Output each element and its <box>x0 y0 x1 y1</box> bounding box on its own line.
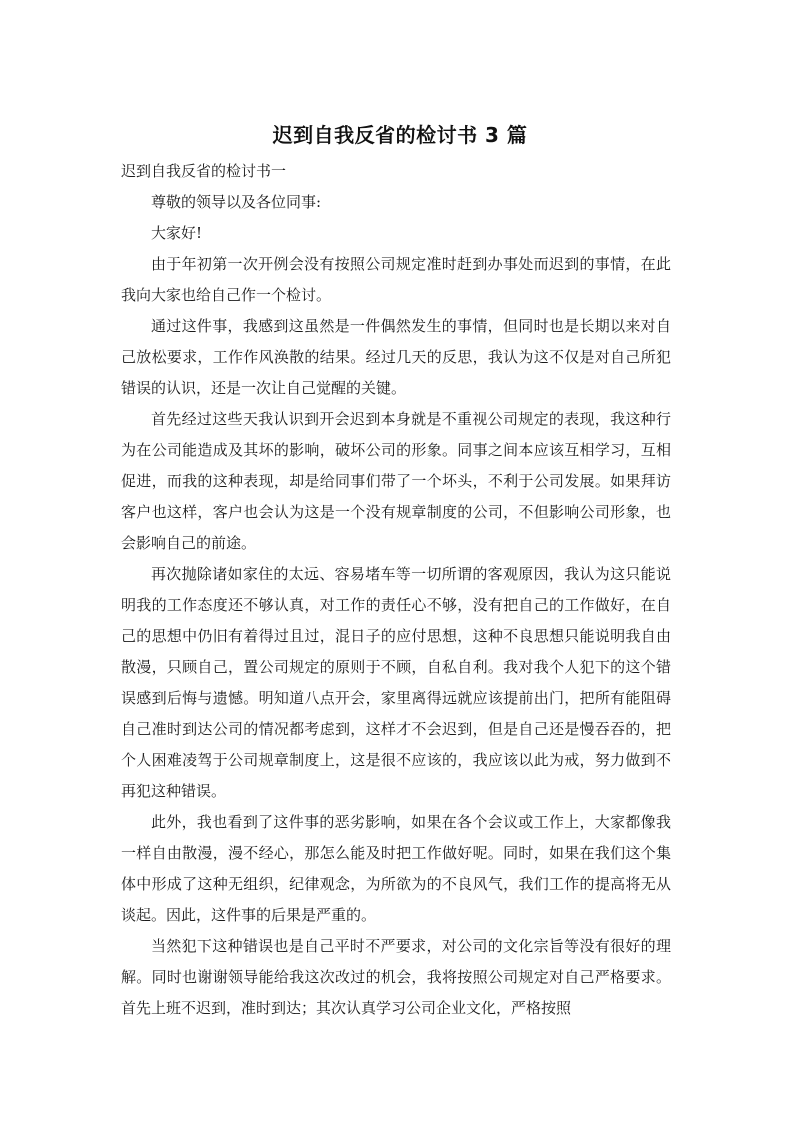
document-title: 迟到自我反省的检讨书 3 篇 <box>272 123 528 147</box>
body-paragraph: 通过这件事，我感到这虽然是一件偶然发生的事情，但同时也是长期以来对自己放松要求，工作作风涣散的结果。经过几天的反思，我认为这不仅是对自己所犯错误的认识，还是一次让自己觉醒的关键。 <box>121 317 671 397</box>
body-paragraph: 由于年初第一次开例会没有按照公司规定准时赶到办事处而迟到的事情，在此我向大家也给自己作一个检讨。 <box>121 255 671 304</box>
body-paragraph: 此外，我也看到了这件事的恶劣影响，如果在各个会议或工作上，大家都像我一样自由散漫，漫不经心，那怎么能及时把工作做好呢。同时，如果在我们这个集体中形成了这种无组织，纪律观念，为所欲为的不良风气，我们工作的提高将无从谈起。因此，这件事的后果是严重的。 <box>121 813 671 924</box>
body-paragraph: 首先经过这些天我认识到开会迟到本身就是不重视公司规定的表现，我这种行为在公司能造成及其坏的影响，破坏公司的形象。同事之间本应该互相学习，互相促进，而我的这种表现，却是给同事们带了一个坏头，不利于公司发展。如果拜访客户也这样，客户也会认为这是一个没有规章制度的公司，不但影响公司形象，也会影响自己的前途。 <box>121 410 671 552</box>
body-paragraph: 当然犯下这种错误也是自己平时不严要求，对公司的文化宗旨等没有很好的理解。同时也谢谢领导能给我这次改过的机会，我将按照公司规定对自己严格要求。首先上班不迟到，准时到达；其次认真学习公司企业文化，严格按照 <box>121 937 671 1017</box>
section-heading: 迟到自我反省的检讨书一 <box>121 162 287 180</box>
salutation: 尊敬的领导以及各位同事: <box>151 193 322 211</box>
greeting: 大家好! <box>151 224 203 242</box>
document-body <box>121 156 671 1024</box>
body-paragraph: 再次抛除诸如家住的太远、容易堵车等一切所谓的客观原因，我认为这只能说明我的工作态度还不够认真，对工作的责任心不够，没有把自己的工作做好，在自己的思想中仍旧有着得过且过，混日子的应付思想，这种不良思想只能说明我自由散漫，只顾自己，置公司规定的原则于不顾，自私自利。我对我个人犯下的这个错误感到后悔与遗憾。明知道八点开会，家里离得远就应该提前出门，把所有能阻碍自己准时到达公司的情况都考虑到，这样才不会迟到，但是自己还是慢吞吞的，把个人困难凌驾于公司规章制度上，这是很不应该的，我应该以此为戒，努力做到不再犯这种错误。 <box>121 565 671 800</box>
